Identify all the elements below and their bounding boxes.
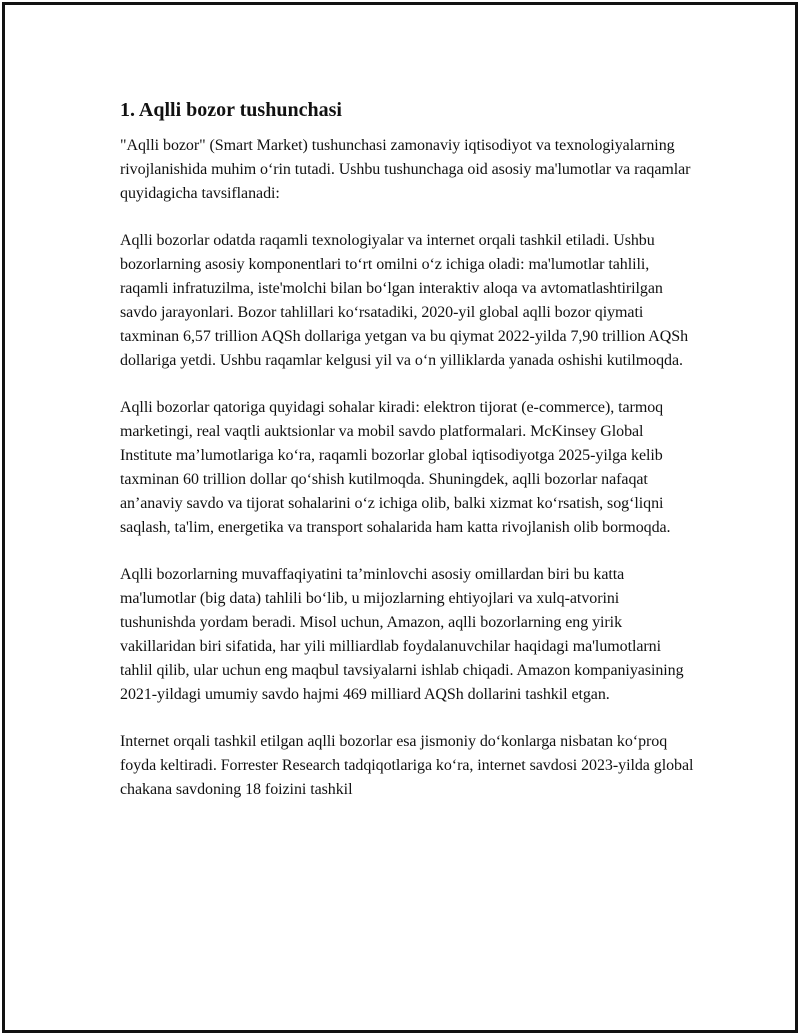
paragraph-intro: "Aqlli bozor" (Smart Market) tushunchasi zamonaviy iqtisodiyot va texnologiyalarning rivojlanishida muhim oʻrin tutadi. Ushbu tushunchaga oid asosiy ma'lumotlar va raqamlar quyidagicha tavsiflanadi: [120,137,691,202]
paragraph-internet-sales: Internet orqali tashkil etilgan aqlli bozorlar esa jismoniy doʻkonlarga nisbatan koʻproq foyda keltiradi. Forrester Research tadqiqotlariga koʻra, internet savdosi 2023-yilda global chakana savdoning 18 foizini tashkil [120,733,694,798]
paragraph-sectors: Aqlli bozorlar qatoriga quyidagi sohalar kiradi: elektron tijorat (e-commerce), tarmoq marketingi, real vaqtli auktsionlar va mobil savdo platformalari. McKinsey Global Institute maʼlumotlariga koʻra, raqamli bozorlar global iqtisodiyotga 2025-yilga kelib taxminan 60 trillion dollar qoʻshish kutilmoqda. Shuningdek, aqlli bozorlar nafaqat anʼanaviy savdo va tijorat sohalarini oʻz ichiga olib, balki xizmat koʻrsatish, sogʻliqni saqlash, ta'lim, energetika va transport sohalarida ham katta rivojlanish olib bormoqda. [120,399,671,536]
page-frame [2,2,798,1033]
paragraph-big-data: Aqlli bozorlarning muvaffaqiyatini taʼminlovchi asosiy omillardan biri bu katta ma'lumotlar (big data) tahlili boʻlib, u mijozlarning ehtiyojlari va xulq-atvorini tushunishda yordam beradi. Misol uchun, Amazon, aqlli bozorlarning eng yirik vakillaridan biri sifatida, har yili milliardlab foydalanuvchilar haqidagi ma'lumotlarni tahlil qilib, ular uchun eng maqbul tavsiyalarni ishlab chiqadi. Amazon kompaniyasining 2021-yildagi umumiy savdo hajmi 469 milliard AQSh dollarini tashkil etgan. [120,566,684,703]
document-body [120,97,695,802]
section-heading: 1. Aqlli bozor tushunchasi [120,99,342,121]
paragraph-components: Aqlli bozorlar odatda raqamli texnologiyalar va internet orqali tashkil etiladi. Ushbu bozorlarning asosiy komponentlari toʻrt omilni oʻz ichiga oladi: ma'lumotlar tahlili, raqamli infratuzilma, iste'molchi bilan boʻlgan interaktiv aloqa va avtomatlashtirilgan savdo jarayonlari. Bozor tahlillari koʻrsatadiki, 2020-yil global aqlli bozor qiymati taxminan 6,57 trillion AQSh dollariga yetgan va bu qiymat 2022-yilda 7,90 trillion AQSh dollariga yetdi. Ushbu raqamlar kelgusi yil va oʻn yilliklarda yanada oshishi kutilmoqda. [120,232,689,369]
